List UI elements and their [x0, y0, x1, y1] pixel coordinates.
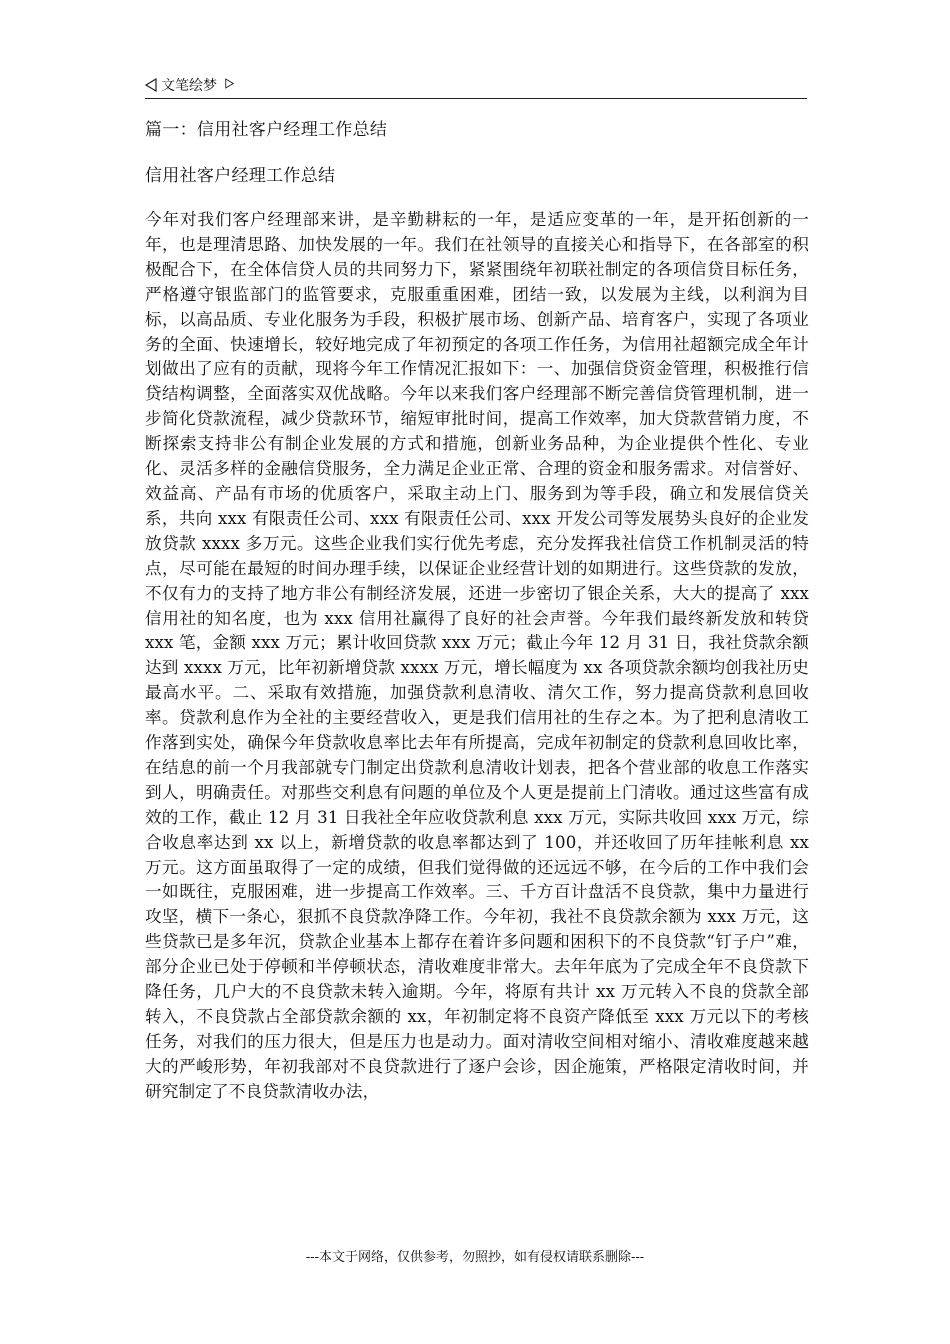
triangle-right-icon — [225, 78, 234, 89]
page-header — [145, 72, 807, 99]
triangle-left-icon — [145, 78, 157, 92]
document-subtitle: 信用社客户经理工作总结 — [145, 166, 336, 186]
document-heading: 篇一：信用社客户经理工作总结 — [145, 120, 388, 140]
brand-name: 文笔绘梦 — [161, 78, 217, 94]
body-text — [145, 208, 809, 1105]
body-paragraph: 今年对我们客户经理部来讲，是辛勤耕耘的一年，是适应变革的一年，是开拓创新的一年，也是理清思路、加快发展的一年。我们在社领导的直接关心和指导下，在各部室的积极配合下，在全体信贷人员的共同努力下，紧紧围绕年初联社制定的各项信贷目标任务，严格遵守银监部门的监管要求，克服重重困难，团结一致，以发展为主线，以利润为目标，以高品质、专业化服务为手段，积极扩展市场、创新产品、培育客户，实现了各项业务的全面、快速增长，较好地完成了年初预定的各项工作任务，为信用社超额完成全年计划做出了应有的贡献，现将今年工作情况汇报如下：一、加强信贷资金管理，积极推行信贷结构调整，全面落实双优战略。今年以来我们客户经理部不断完善信贷管理机制，进一步简化贷款流程，减少贷款环节，缩短审批时间，提高工作效率，加大贷款营销力度，不断探索支持非公有制企业发展的方式和措施，创新业务品种，为企业提供个性化、专业化、灵活多样的金融信贷服务，全力满足企业正常、合理的资金和服务需求。对信誉好、效益高、产品有市场的优质客户，采取主动上门、服务到为等手段，确立和发展信贷关系，共向 xxx 有限责任公司、xxx 有限责任公司、xxx 开发公司等发展势头良好的企业发放贷款 xxxx 多万元。这些企业我们实行优先考虑，充分发挥我社信贷工作机制灵活的特点，尽可能在最短的时间办理手续，以保证企业经营计划的如期进行。这些贷款的发放，不仅有力的支持了地方非公有制经济发展，还进一步密切了银企关系，大大的提高了 xxx 信用社的知名度，也为 xxx 信用社赢得了良好的社会声誉。今年我们最终新发放和转贷 xxx 笔，金额 xxx 万元；累计收回贷款 xxx 万元；截止今年 12 月 31 日，我社贷款余额达到 xxxx 万元，比年初新增贷款 xxxx 万元，增长幅度为 xx 各项贷款余额均创我社历史最高水平。二、采取有效措施，加强贷款利息清收、清欠工作，努力提高贷款利息回收率。贷款利息作为全社的主要经营收入，更是我们信用社的生存之本。为了把利息清收工作落到实处，确保今年贷款收息率比去年有所提高，完成年初制定的贷款利息回收比率，在结息的前一个月我部就专门制定出贷款利息清收计划表，把各个营业部的收息工作落实到人，明确责任。对那些交利息有问题的单位及个人更是提前上门清收。通过这些富有成效的工作，截止 12 月 31 日我社全年应收贷款利息 xxx 万元，实际共收回 xxx 万元，综合收息率达到 xx 以上，新增贷款的收息率都达到了 100，并还收回了历年挂帐利息 xx 万元。这方面虽取得了一定的成绩，但我们觉得做的还远远不够，在今后的工作中我们会一如既往，克服困难，进一步提高工作效率。三、千方百计盘活不良贷款，集中力量进行攻坚，横下一条心，狠抓不良贷款净降工作。今年初，我社不良贷款余额为 xxx 万元，这些贷款已是多年沉，贷款企业基本上都存在着许多问题和困积下的不良贷款“钉子户”难，部分企业已处于停顿和半停顿状态，清收难度非常大。去年年底为了完成全年不良贷款下降任务，几户大的不良贷款未转入逾期。今年，将原有共计 xx 万元转入不良的贷款全部转入，不良贷款占全部贷款余额的 xx，年初制定将不良资产降低至 xxx 万元以下的考核任务，对我们的压力很大，但是压力也是动力。面对清收空间相对缩小、清收难度越来越大的严峻形势，年初我部对不良贷款进行了逐户会诊，因企施策，严格限定清收时间，并研究制定了不良贷款清收办法， — [145, 210, 809, 1101]
brand — [145, 75, 234, 95]
footer-disclaimer: ---本文于网络，仅供参考，勿照抄，如有侵权请联系删除--- — [305, 1250, 645, 1265]
